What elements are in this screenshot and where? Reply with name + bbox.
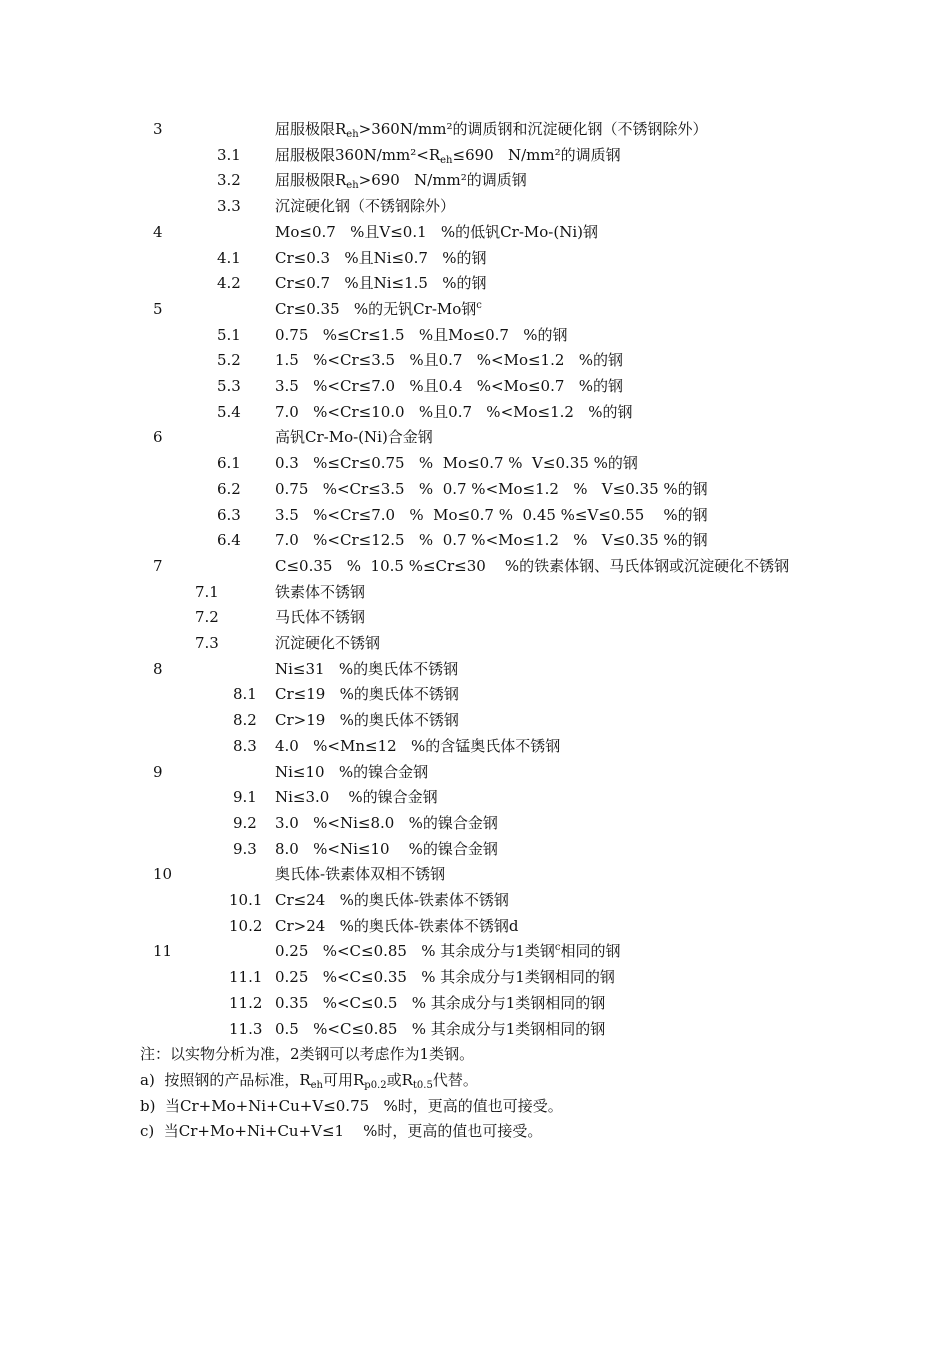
steel-group-row [0, 810, 950, 836]
steel-group-row [0, 116, 950, 142]
group-description: 3.5 %<Cr≤7.0 %且0.4 %<Mo≤0.7 %的钢 [275, 377, 623, 395]
group-description: 0.5 %<C≤0.85 % 其余成分与1类钢相同的钢 [275, 1019, 606, 1038]
group-number: 10.1 [229, 891, 263, 909]
group-number: 8.1 [233, 685, 257, 704]
group-description: 8.0 %<Ni≤10 %的镍合金钢 [275, 839, 498, 858]
group-description: 0.3 %≤Cr≤0.75 % Mo≤0.7 % V≤0.35 %的钢 [275, 454, 638, 473]
group-description: 0.25 %<C≤0.35 % 其余成分与1类钢相同的钢 [275, 968, 615, 987]
steel-group-row [0, 579, 950, 605]
group-number: 11.2 [229, 993, 263, 1012]
steel-group-row [0, 913, 950, 939]
steel-group-row [0, 270, 950, 296]
steel-group-row [0, 604, 950, 630]
group-number: 5.2 [217, 351, 241, 370]
steel-group-row [0, 296, 950, 322]
group-number: 7.2 [195, 608, 219, 627]
group-description: 4.0 %<Mn≤12 %的含锰奥氏体不锈钢 [275, 736, 561, 755]
group-number: 9.2 [233, 813, 257, 832]
group-description: 3.0 %<Ni≤8.0 %的镍合金钢 [275, 813, 498, 832]
group-number: 6.1 [217, 454, 241, 473]
group-description: Ni≤3.0 %的镍合金钢 [275, 788, 438, 807]
group-number: 4.1 [217, 248, 241, 267]
group-description: Cr≤0.35 %的无钒Cr-Mo钢$^c$ [275, 299, 482, 318]
group-number: 11.1 [229, 968, 263, 987]
group-number: 10 [153, 865, 173, 884]
group-number: 4 [153, 222, 163, 241]
steel-group-row [0, 733, 950, 759]
group-number: 6.3 [217, 505, 241, 524]
group-number: 7.1 [195, 582, 219, 601]
group-description: Cr≤24 %的奥氏体-铁素体不锈钢 [275, 891, 509, 909]
group-description: 0.25 %<C≤0.85 % 其余成分与1类钢$^c$相同的钢 [275, 942, 621, 961]
group-number: 8.2 [233, 711, 257, 730]
group-description: 0.75 %≤Cr≤1.5 %且Mo≤0.7 %的钢 [275, 325, 568, 344]
group-description: 3.5 %<Cr≤7.0 % Mo≤0.7 % 0.45 %≤V≤0.55 %的钢 [275, 505, 708, 524]
group-number: 5.3 [217, 377, 241, 395]
steel-group-row [0, 424, 950, 450]
group-description: 高钒Cr-Mo-(Ni)合金钢 [275, 428, 433, 447]
group-description: 屈服极限$R_{eh}>690$ N/mm²的调质钢 [275, 171, 527, 192]
group-description: Ni≤31 %的奥氏体不锈钢 [275, 659, 459, 678]
steel-group-row [0, 347, 950, 373]
footnote-line: b) 当Cr+Mo+Ni+Cu+V≤0.75 %时，更高的值也可接受。 [140, 1096, 563, 1115]
group-number: 6.4 [217, 531, 241, 550]
group-description: 0.75 %<Cr≤3.5 % 0.7 %<Mo≤1.2 % V≤0.35 %的钢 [275, 479, 708, 498]
steel-group-row [0, 476, 950, 502]
group-number: 6 [153, 428, 163, 447]
steel-group-row [0, 707, 950, 733]
group-number: 9.1 [233, 788, 257, 807]
group-description: 马氏体不锈钢 [275, 608, 366, 627]
steel-group-row [0, 656, 950, 682]
group-number: 5.4 [217, 402, 241, 421]
steel-group-row [0, 630, 950, 656]
steel-group-row [0, 759, 950, 785]
group-description: 7.0 %<Cr≤12.5 % 0.7 %<Mo≤1.2 % V≤0.35 %的钢 [275, 531, 708, 550]
group-number: 9.3 [233, 839, 257, 858]
group-description: 0.35 %<C≤0.5 % 其余成分与1类钢相同的钢 [275, 993, 606, 1012]
steel-group-row [0, 681, 950, 707]
group-number: 3.1 [217, 145, 241, 164]
group-description: 7.0 %<Cr≤10.0 %且0.7 %<Mo≤1.2 %的钢 [275, 402, 633, 421]
group-description: 沉淀硬化钢（不锈钢除外） [275, 197, 456, 216]
group-description: 屈服极限$360N/mm^2<R_{eh}\le 690$ N/mm²的调质钢 [275, 145, 621, 166]
group-description: Cr>24 %的奥氏体-铁素体不锈钢d [275, 916, 519, 935]
steel-group-row [0, 502, 950, 528]
footnote-line: c) 当Cr+Mo+Ni+Cu+V≤1 %时，更高的值也可接受。 [140, 1122, 543, 1141]
steel-group-row [0, 219, 950, 245]
group-number: 7.3 [195, 634, 219, 652]
steel-group-row [0, 990, 950, 1016]
steel-group-row [0, 450, 950, 476]
steel-group-row [0, 245, 950, 271]
group-description: 1.5 %<Cr≤3.5 %且0.7 %<Mo≤1.2 %的钢 [275, 351, 623, 370]
group-number: 6.2 [217, 479, 241, 498]
steel-group-row [0, 373, 950, 399]
group-description: C≤0.35 % 10.5 %≤Cr≤30 %的铁素体钢、马氏体钢或沉淀硬化不锈钢 [275, 556, 790, 575]
steel-group-row [0, 527, 950, 553]
steel-group-row [0, 167, 950, 193]
group-number: 10.2 [229, 916, 263, 935]
steel-group-row [0, 399, 950, 425]
group-description: 沉淀硬化不锈钢 [275, 634, 381, 652]
steel-group-row [0, 938, 950, 964]
footnote-line: 注：以实物分析为准，2类钢可以考虑作为1类钢。 [140, 1045, 475, 1064]
steel-group-row [0, 322, 950, 348]
footnote-line: a) 按照钢的产品标准，$R_{eh}$可用$R_{p0.2}$或$R_{t0.5}$代替。 [140, 1070, 478, 1091]
group-number: 11.3 [229, 1019, 263, 1038]
steel-group-row [0, 784, 950, 810]
group-number: 3.2 [217, 171, 241, 190]
group-number: 4.2 [217, 274, 241, 293]
group-number: 5 [153, 299, 163, 318]
steel-group-row [0, 887, 950, 913]
group-number: 7 [153, 556, 163, 575]
group-number: 9 [153, 762, 163, 781]
group-number: 11 [153, 942, 173, 961]
steel-group-row [0, 553, 950, 579]
group-description: Ni≤10 %的镍合金钢 [275, 762, 429, 781]
group-number: 3.3 [217, 197, 241, 216]
steel-group-row [0, 142, 950, 168]
steel-group-row [0, 1016, 950, 1042]
group-number: 8 [153, 659, 163, 678]
steel-group-row [0, 836, 950, 862]
group-description: Cr>19 %的奥氏体不锈钢 [275, 711, 459, 730]
group-description: Cr≤19 %的奥氏体不锈钢 [275, 685, 459, 704]
steel-group-row [0, 861, 950, 887]
group-description: Mo≤0.7 %且V≤0.1 %的低钒Cr-Mo-(Ni)钢 [275, 222, 598, 241]
steel-group-row [0, 964, 950, 990]
group-number: 3 [153, 120, 163, 138]
group-number: 5.1 [217, 325, 241, 344]
group-description: Cr≤0.3 %且Ni≤0.7 %的钢 [275, 248, 487, 267]
group-number: 8.3 [233, 736, 257, 755]
group-description: Cr≤0.7 %且Ni≤1.5 %的钢 [275, 274, 487, 293]
group-description: 铁素体不锈钢 [275, 582, 366, 601]
group-description: 屈服极限$R_{eh}>360N$/mm²的调质钢和沉淀硬化钢（不锈钢除外） [275, 120, 708, 140]
steel-group-row [0, 193, 950, 219]
group-description: 奥氏体-铁素体双相不锈钢 [275, 865, 446, 884]
